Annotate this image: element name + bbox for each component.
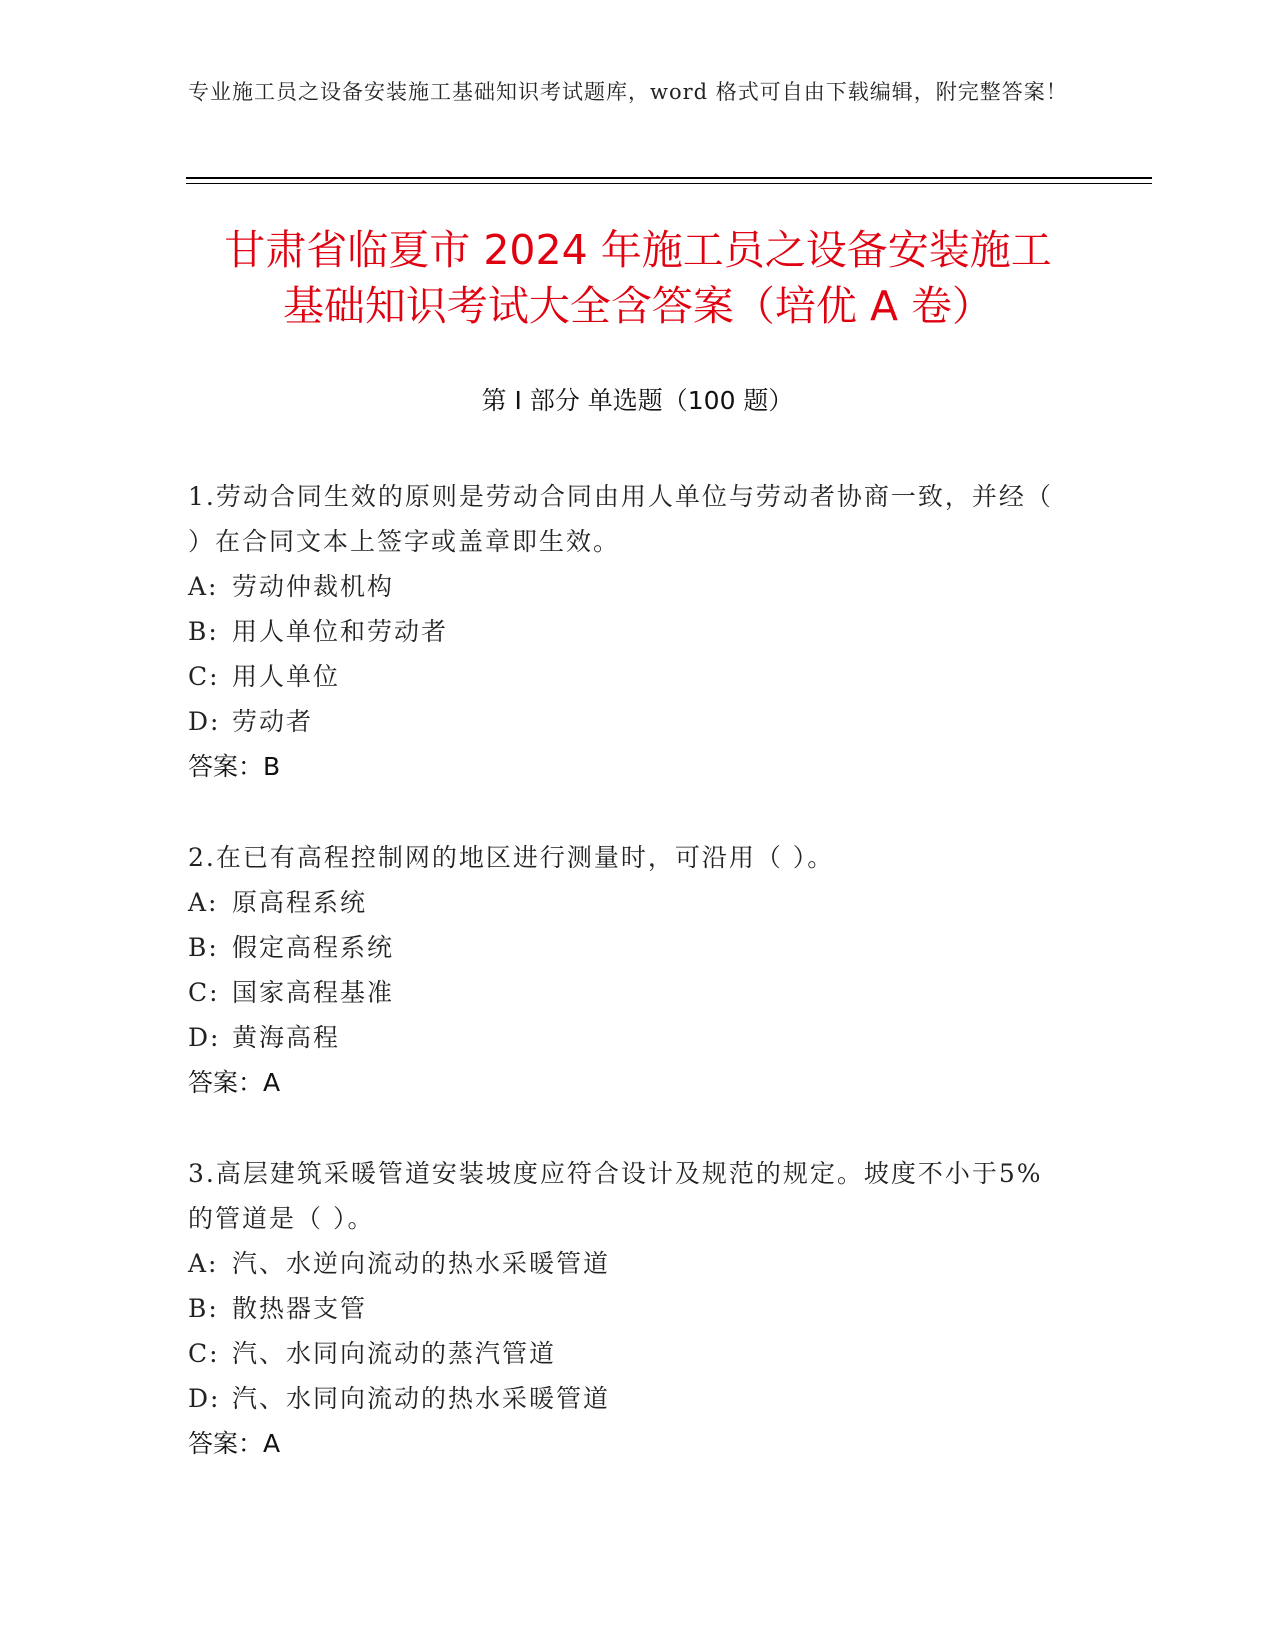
header-divider-thin — [186, 183, 1152, 184]
option-key: A: — [188, 888, 219, 917]
option-text: 汽、水同向流动的热水采暖管道 — [232, 1384, 611, 1413]
question-1 — [188, 474, 1068, 789]
option-a — [188, 564, 1068, 609]
title-line-2: 基础知识考试大全含答案（培优 A 卷） — [282, 282, 994, 330]
question-2 — [188, 835, 1068, 1105]
option-text: 散热器支管 — [232, 1294, 368, 1323]
option-key: C: — [188, 978, 220, 1007]
option-key: A: — [188, 572, 219, 601]
question-stem: 1.劳动合同生效的原则是劳动合同由用人单位与劳动者协商一致，并经（ ）在合同文本上签字或盖章即生效。 — [188, 482, 1053, 556]
option-text: 汽、水逆向流动的热水采暖管道 — [232, 1249, 611, 1278]
option-key: B: — [188, 1294, 219, 1323]
answer: 答案：A — [188, 1429, 281, 1458]
option-text: 用人单位 — [232, 662, 341, 691]
header-divider-thick — [186, 177, 1152, 179]
option-text: 假定高程系统 — [232, 933, 395, 962]
option-text: 用人单位和劳动者 — [232, 617, 449, 646]
option-key: C: — [188, 662, 220, 691]
option-d — [188, 1376, 1068, 1421]
option-key: D: — [188, 1023, 221, 1052]
option-key: A: — [188, 1249, 219, 1278]
answer: 答案：A — [188, 1068, 281, 1097]
question-stem: 2.在已有高程控制网的地区进行测量时，可沿用（ ）。 — [188, 843, 835, 872]
option-text: 劳动者 — [232, 707, 314, 736]
option-key: C: — [188, 1339, 220, 1368]
option-c — [188, 1331, 1068, 1376]
option-b — [188, 1286, 1068, 1331]
option-a — [188, 1241, 1068, 1286]
option-text: 汽、水同向流动的蒸汽管道 — [232, 1339, 557, 1368]
option-key: D: — [188, 1384, 221, 1413]
option-c — [188, 970, 1068, 1015]
document-title — [150, 222, 1126, 334]
option-text: 国家高程基准 — [232, 978, 395, 1007]
option-text: 原高程系统 — [232, 888, 368, 917]
option-text: 劳动仲裁机构 — [232, 572, 395, 601]
option-d — [188, 1015, 1068, 1060]
option-key: D: — [188, 707, 221, 736]
option-c — [188, 654, 1068, 699]
option-b — [188, 609, 1068, 654]
header-note: 专业施工员之设备安装施工基础知识考试题库，word 格式可自由下载编辑，附完整答案！ — [188, 80, 1068, 104]
question-stem: 3.高层建筑采暖管道安装坡度应符合设计及规范的规定。坡度不小于5%的管道是（ ）。 — [188, 1159, 1043, 1233]
answer: 答案：B — [188, 752, 281, 781]
option-text: 黄海高程 — [232, 1023, 341, 1052]
question-3 — [188, 1151, 1068, 1466]
option-b — [188, 925, 1068, 970]
question-list — [188, 474, 1068, 1512]
option-key: B: — [188, 617, 219, 646]
option-a — [188, 880, 1068, 925]
section-heading: 第 I 部分 单选题（100 题） — [481, 386, 794, 415]
option-key: B: — [188, 933, 219, 962]
option-d — [188, 699, 1068, 744]
title-line-1: 甘肃省临夏市 2024 年施工员之设备安装施工 — [224, 226, 1052, 274]
